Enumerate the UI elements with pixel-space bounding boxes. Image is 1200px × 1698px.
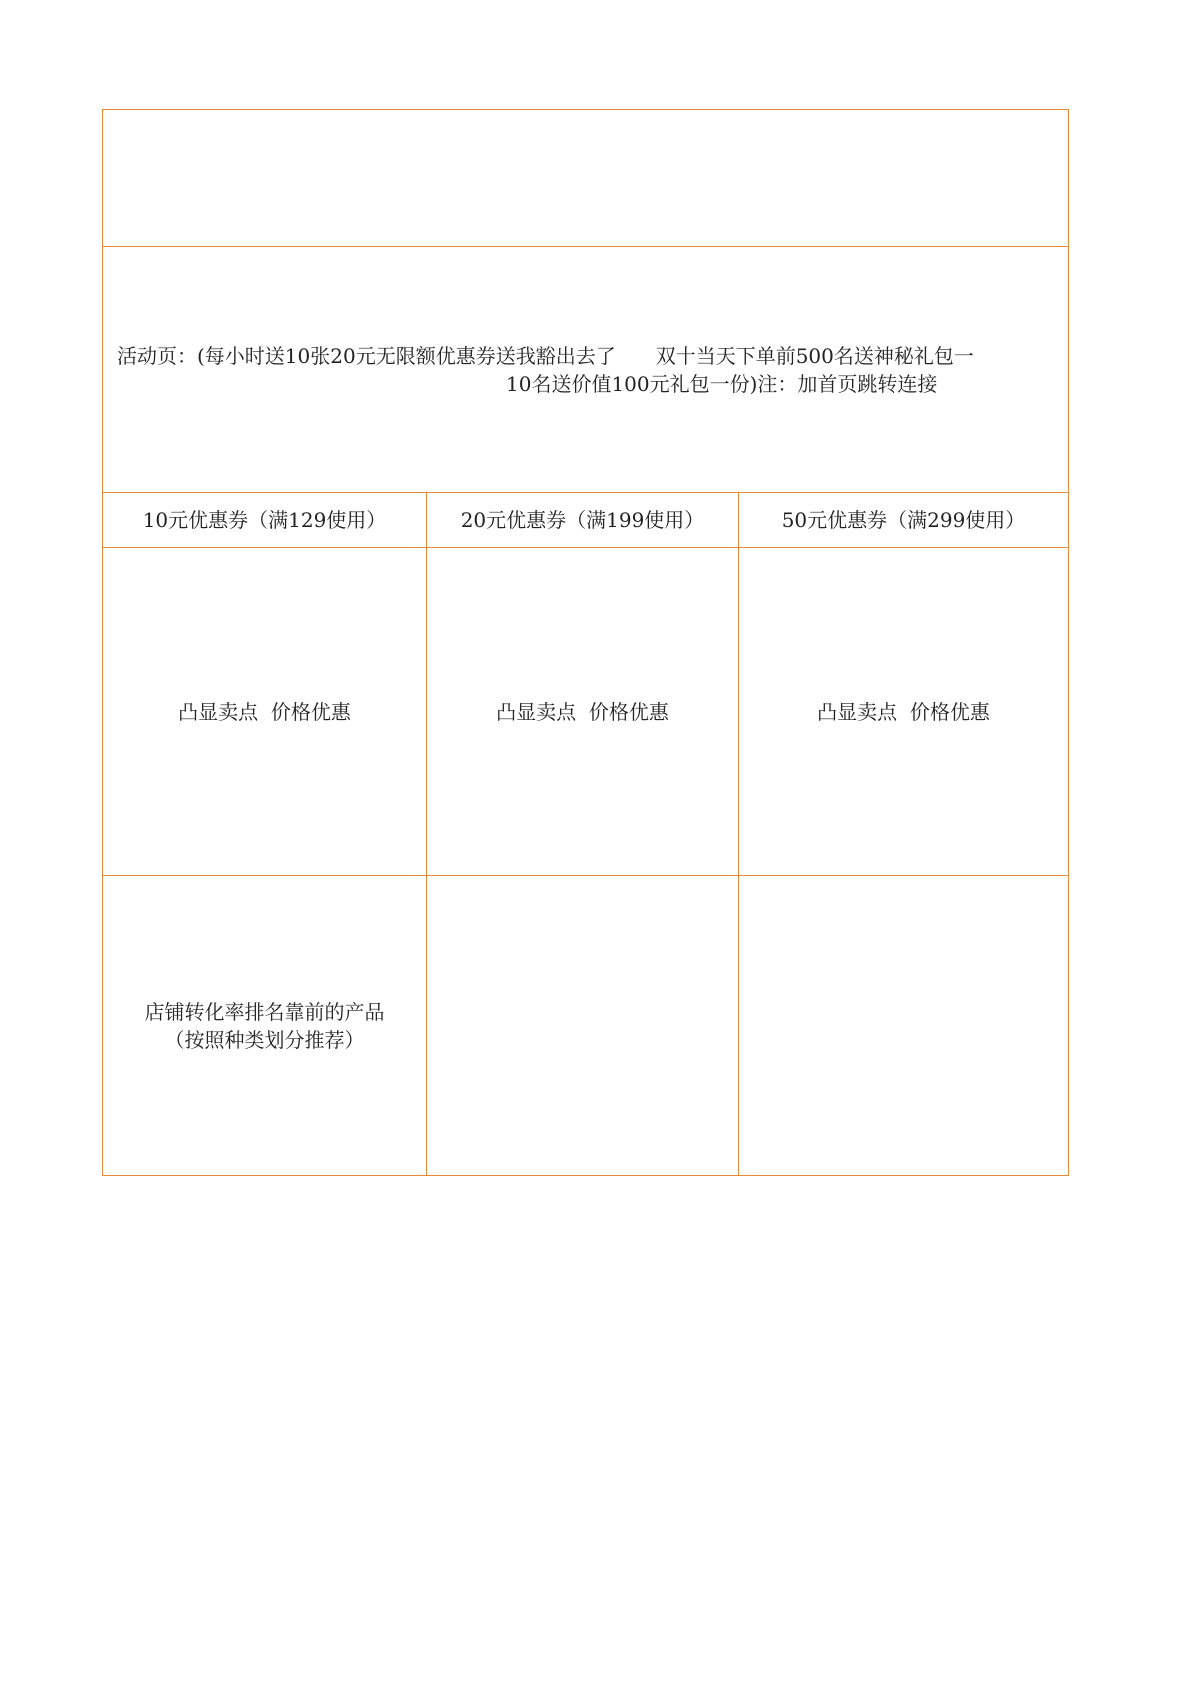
coupon-cell-50: 50元优惠券（满299使用） bbox=[739, 493, 1069, 548]
products-cell-empty-3 bbox=[739, 876, 1069, 1176]
activity-cell bbox=[103, 247, 1069, 493]
products-cell bbox=[103, 876, 427, 1176]
header-row bbox=[103, 110, 1069, 247]
plan-table bbox=[102, 109, 1069, 1176]
products-cell-empty-2 bbox=[427, 876, 739, 1176]
products-row bbox=[103, 876, 1069, 1176]
activity-row bbox=[103, 247, 1069, 493]
products-text-line1: 店铺转化率排名靠前的产品 bbox=[144, 999, 385, 1024]
coupon-cell-20: 20元优惠券（满199使用） bbox=[427, 493, 739, 548]
products-text-line2: （按照种类划分推荐） bbox=[164, 1027, 365, 1052]
banner-cell bbox=[103, 110, 1069, 247]
selling-point-row bbox=[103, 548, 1069, 876]
selling-point-cell-2: 凸显卖点 价格优惠 bbox=[427, 548, 739, 876]
coupon-cell-10: 10元优惠券（满129使用） bbox=[103, 493, 427, 548]
coupon-row bbox=[103, 493, 1069, 548]
activity-text-line2: 10名送价值100元礼包一份)注：加首页跳转连接 bbox=[506, 371, 938, 396]
selling-point-cell-1: 凸显卖点 价格优惠 bbox=[103, 548, 427, 876]
selling-point-cell-3: 凸显卖点 价格优惠 bbox=[739, 548, 1069, 876]
activity-text-line1: 活动页：(每小时送10张20元无限额优惠券送我豁出去了 双十当天下单前500名送神秘礼包一 bbox=[117, 343, 974, 368]
